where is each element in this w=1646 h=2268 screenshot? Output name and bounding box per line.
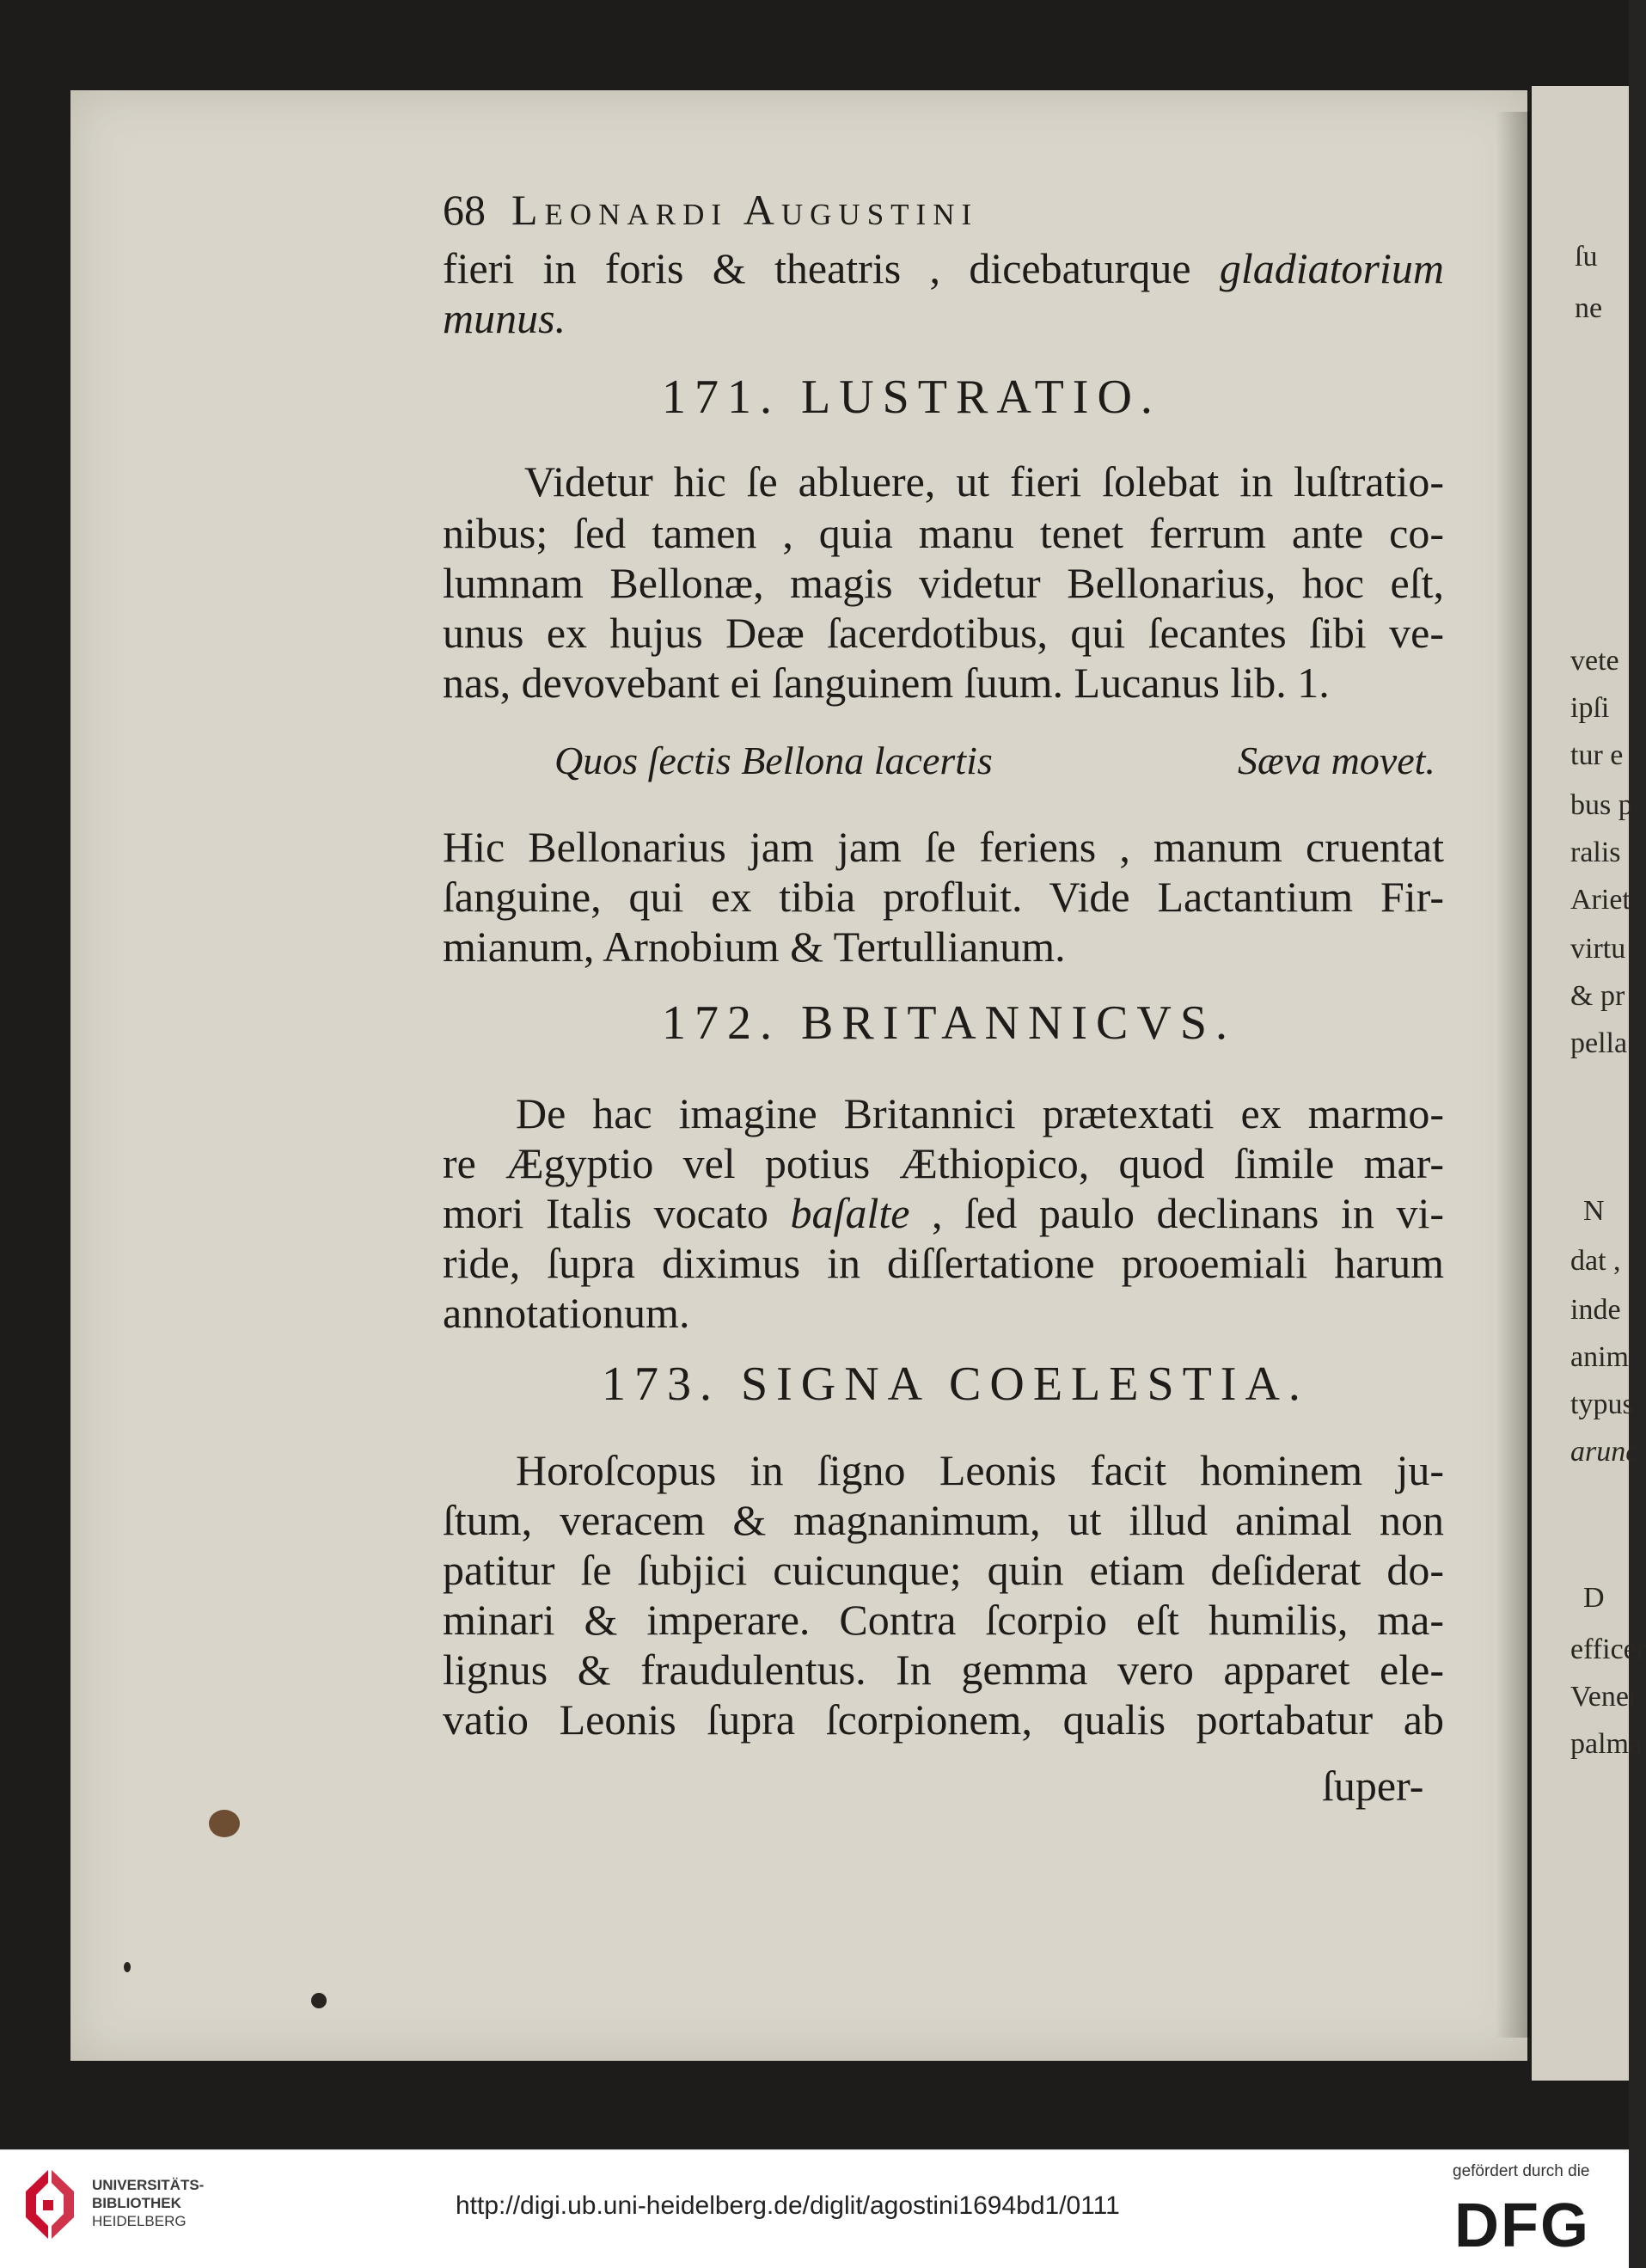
adjacent-fragment: D	[1583, 1582, 1605, 1614]
university-library-logo-icon	[17, 2166, 79, 2252]
text-line: Hic Bellonarius jam jam ſe feriens , manum cruentat	[443, 823, 1444, 871]
section-heading-172: 172. BRITANNICVS.	[662, 996, 1236, 1050]
ink-stain	[209, 1810, 240, 1837]
page-gutter-shadow	[1496, 112, 1530, 2038]
adjacent-fragment: N	[1583, 1195, 1605, 1227]
adjacent-fragment: arunc	[1570, 1436, 1639, 1468]
adjacent-fragment: inde	[1570, 1294, 1621, 1326]
text-line: ſtum, veracem & magnanimum, ut illud animal non	[443, 1496, 1444, 1544]
running-title: Leonardi Augustini	[511, 186, 979, 234]
text-line: ride, ſupra diximus in diſſertatione prooemiali harum	[443, 1239, 1444, 1287]
adjacent-fragment: ne	[1575, 292, 1603, 324]
adjacent-fragment: tur e	[1570, 739, 1624, 771]
footer-bar	[0, 2149, 1629, 2268]
text-line: mianum, Arnobium & Tertullianum.	[443, 923, 1066, 971]
adjacent-fragment: typus	[1570, 1388, 1634, 1420]
text-line: munus.	[443, 294, 566, 342]
text-line: vatio Leonis ſupra ſcorpionem, qualis portabatur ab	[443, 1695, 1444, 1744]
page-number: 68	[443, 186, 486, 234]
text-line: lumnam Bellonæ, magis videtur Bellonarius, hoc eſt,	[443, 559, 1444, 607]
svg-text:DFG: DFG	[1454, 2191, 1590, 2260]
catchword: ſuper-	[1322, 1762, 1424, 1810]
adjacent-fragment: vete	[1570, 645, 1619, 677]
ink-stain	[311, 1993, 327, 2008]
adjacent-fragment: ſu	[1575, 241, 1598, 273]
adjacent-fragment: bus p	[1570, 789, 1633, 821]
text-line: Horoſcopus in ſigno Leonis facit hominem ju-	[516, 1446, 1444, 1494]
adjacent-fragment: Ariet	[1570, 884, 1631, 916]
dfg-logo-icon	[1453, 2191, 1607, 2260]
section-heading-173: 173. SIGNA COELESTIA.	[602, 1358, 1309, 1411]
adjacent-fragment: pella	[1570, 1027, 1628, 1059]
text-line: annotationum.	[443, 1289, 690, 1337]
adjacent-fragment: efficer	[1570, 1634, 1646, 1665]
adjacent-fragment: virtu	[1570, 933, 1626, 965]
adjacent-fragment: Vener	[1570, 1681, 1639, 1713]
text-line: patitur ſe ſubjici cuicunque; quin etiam deſiderat do-	[443, 1546, 1444, 1594]
quote-verse-right: Sæva movet.	[1238, 739, 1435, 782]
text-line: nibus; ſed tamen , quia manu tenet ferrum ante co-	[443, 509, 1444, 557]
adjacent-fragment: & pr	[1570, 980, 1625, 1012]
quote-verse-left: Quos ſectis Bellona lacertis	[554, 739, 993, 782]
text-line: fieri in foris & theatris , dicebaturque gladiatorium	[443, 244, 1444, 292]
text-line: re Ægyptio vel potius Æthiopico, quod ſimile mar-	[443, 1139, 1444, 1187]
text-line: mori Italis vocato baſalte , ſed paulo declinans in vi-	[443, 1189, 1445, 1237]
running-head	[443, 185, 978, 235]
text-line: unus ex hujus Deæ ſacerdotibus, qui ſecantes ſibi ve-	[443, 609, 1444, 657]
text-line: minari & imperare. Contra ſcorpio eſt humilis, ma-	[443, 1596, 1444, 1644]
adjacent-fragment: ipſi	[1570, 692, 1610, 724]
ink-stain	[124, 1962, 131, 1972]
adjacent-fragment: ralis	[1570, 837, 1621, 868]
text-line: lignus & fraudulentus. In gemma vero apparet ele-	[443, 1646, 1444, 1694]
permalink-url[interactable]: http://digi.ub.uni-heidelberg.de/diglit/agostini1694bd1/0111	[456, 2191, 1120, 2220]
text-line: Videtur hic ſe abluere, ut fieri ſolebat in luſtratio-	[524, 457, 1444, 506]
library-name: UNIVERSITÄTS- BIBLIOTHEK HEIDELBERG	[92, 2177, 205, 2229]
adjacent-page-edge	[1532, 86, 1646, 2081]
section-heading-171: 171. LUSTRATIO.	[662, 371, 1161, 424]
adjacent-fragment: palma	[1570, 1728, 1643, 1760]
adjacent-fragment: anim	[1570, 1341, 1629, 1373]
text-line: nas, devovebant ei ſanguinem ſuum. Lucanus lib. 1.	[443, 659, 1330, 707]
text-line: ſanguine, qui ex tibia profluit. Vide Lactantium Fir-	[443, 873, 1444, 921]
adjacent-fragment: dat ,	[1570, 1245, 1621, 1277]
sponsor-caption: gefördert durch die	[1453, 2162, 1590, 2180]
text-line: De hac imagine Britannici prætextati ex marmo-	[516, 1089, 1444, 1137]
